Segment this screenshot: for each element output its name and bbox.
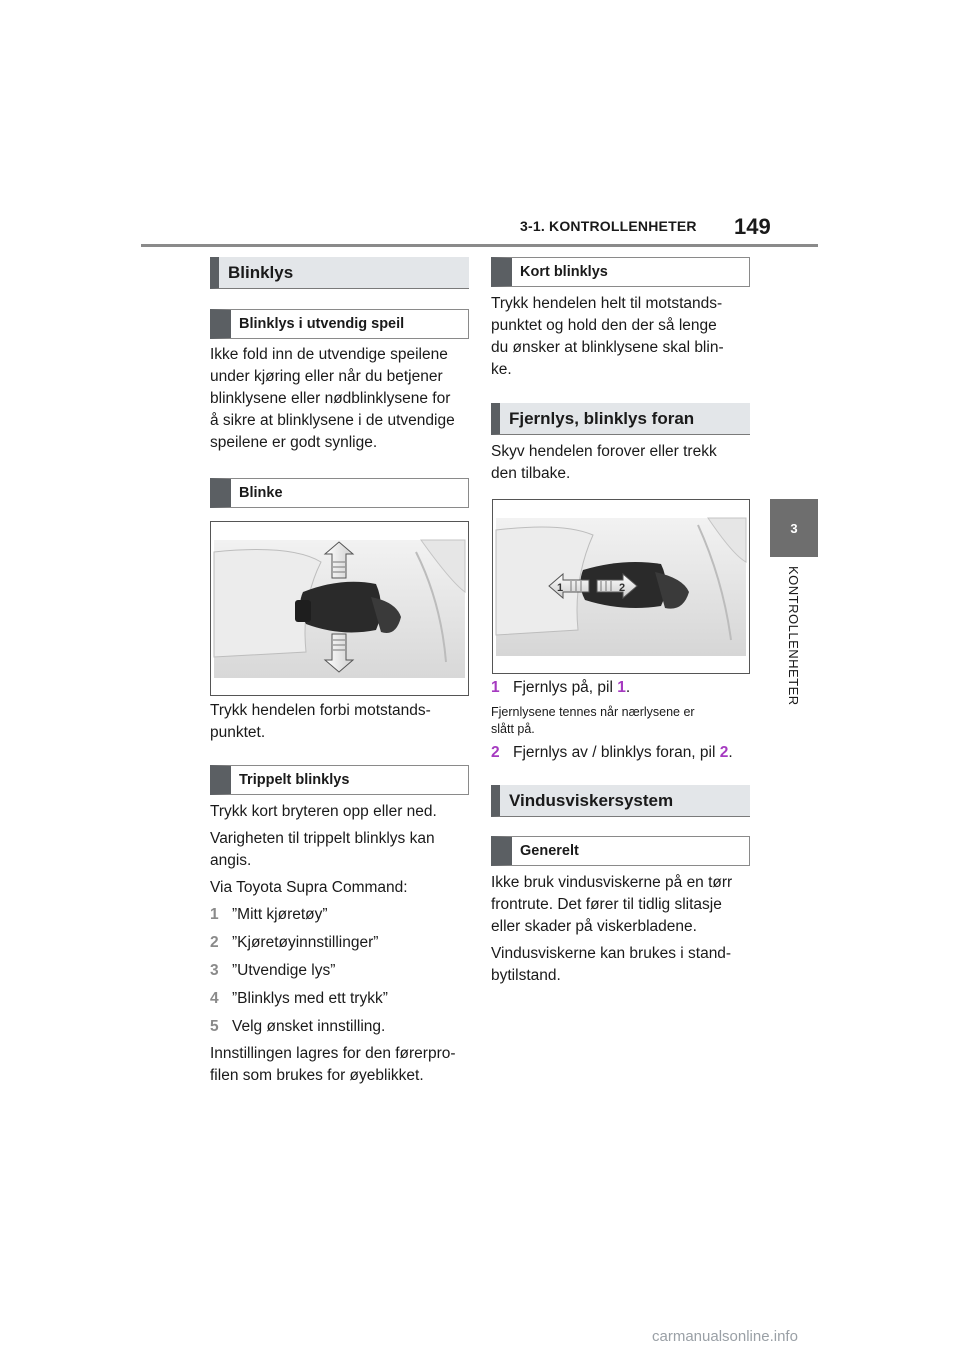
fjern-text: Skyv hendelen forover eller trekk den tilbake.	[491, 443, 717, 482]
header-divider	[141, 244, 818, 247]
subheading-trippelt: Trippelt blinklys	[210, 765, 469, 795]
subheading-generelt: Generelt	[491, 836, 750, 866]
trippelt-text-3: Via Toyota Supra Command:	[210, 879, 408, 896]
chapter-tab	[770, 499, 818, 557]
generelt-text-1: Ikke bruk vindusviskerne på en tørr frontrute. Det fører til tidlig slitasje eller skader på viskerbladene.	[491, 874, 733, 935]
heading-fjernlys: Fjernlys, blinklys foran	[491, 403, 750, 435]
section-heading: 3-1. KONTROLLENHETER	[520, 218, 697, 234]
trippelt-text-4: Innstillingen lagres for den førerpro- filen som brukes for øyeblikket.	[210, 1045, 456, 1084]
subheading-kort-blinklys: Kort blinklys	[491, 257, 750, 287]
blinke-text: Trykk hendelen forbi motstands- punktet.	[210, 702, 431, 741]
fjernlys-item-2: 2 Fjernlys av / blinklys foran, pil 2.	[491, 744, 733, 761]
list-item: 3 ”Utvendige lys”	[210, 962, 336, 979]
steps-list	[210, 904, 388, 1044]
generelt-text-2: Vindusviskerne kan brukes i stand- bytilstand.	[491, 945, 732, 984]
subheading-blinke: Blinke	[210, 478, 469, 508]
list-item: 1 ”Mitt kjøretøy”	[210, 906, 328, 923]
heading-blinklys: Blinklys	[210, 257, 469, 289]
fjernlys-item-1: 1 Fjernlys på, pil 1.	[491, 679, 631, 696]
figure-lever-up-down	[210, 521, 469, 696]
page-number: 149	[734, 214, 771, 239]
heading-vindusvisker: Vindusviskersystem	[491, 785, 750, 817]
trippelt-text-2: Varigheten til trippelt blinklys kan angis.	[210, 830, 435, 869]
chapter-number: 3	[790, 520, 798, 536]
trippelt-text-1: Trykk kort bryteren opp eller ned.	[210, 803, 437, 820]
fig-label-2: 2	[619, 582, 626, 594]
speil-text: Ikke fold inn de utvendige speilene under kjøring eller når du betjener blinklysene eller nødblinklysene for å sikre at blinklysene i de utvendige speilene er godt synlige.	[210, 346, 455, 451]
lever-up-down-illustration	[211, 522, 468, 695]
subheading-blinklys-speil: Blinklys i utvendig speil	[210, 309, 469, 339]
list-item: 5 Velg ønsket innstilling.	[210, 1018, 386, 1035]
fjernlys-note: Fjernlysene tennes når nærlysene er slått på.	[491, 705, 695, 736]
kort-text: Trykk hendelen helt til motstands- punktet og hold den der så lenge du ønsker at blinklysene skal blin- ke.	[491, 295, 724, 378]
chapter-label: KONTROLLENHETER	[786, 566, 801, 706]
list-item: 4 ”Blinklys med ett trykk”	[210, 990, 388, 1007]
list-item: 2 ”Kjøretøyinnstillinger”	[210, 934, 379, 951]
fig-label-1: 1	[557, 582, 564, 594]
figure-lever-forward-back	[492, 499, 750, 674]
watermark: carmanualsonline.info	[652, 1328, 798, 1345]
